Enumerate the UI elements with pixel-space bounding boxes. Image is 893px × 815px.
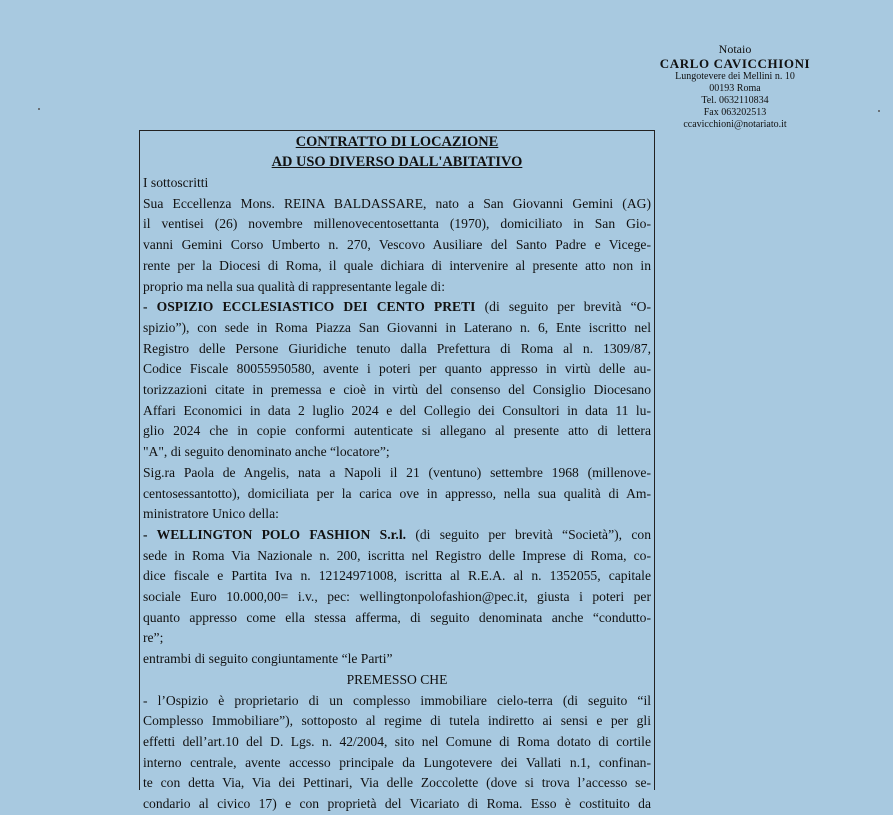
- notary-email: ccavicchioni@notariato.it: [683, 118, 787, 130]
- text-line: [143, 256, 651, 277]
- line-text: sociale Euro 10.000,00= i.v., pec: wellingtonpolofashion@pec.it, giusta i poteri per: [143, 589, 651, 605]
- party-name: - WELLINGTON POLO FASHION S.r.l.: [143, 526, 406, 542]
- line-text: proprio ma nella sua qualità di rappresentante legale di:: [143, 278, 445, 294]
- scan-speck: [878, 110, 880, 112]
- text-line: [143, 773, 651, 794]
- text-line: [143, 628, 651, 649]
- line-text: il ventisei (26) novembre millenovecentosettanta (1970), domiciliato in San Gio-: [143, 216, 651, 232]
- line-text: centosessantotto), domiciliata per la carica ove in appresso, nella sua qualità di Am-: [143, 485, 651, 501]
- text-line: [143, 277, 651, 298]
- line-text: vanni Gemini Corso Umberto n. 270, Vescovo Ausiliare del Santo Padre e Vicege-: [143, 237, 651, 253]
- text-line: [143, 608, 651, 629]
- contract-title-line-2: AD USO DIVERSO DALL'ABITATIVO: [271, 154, 523, 170]
- line-text: torizzazioni citate in premessa e cioè in virtù del consenso del Consiglio Diocesano: [143, 382, 651, 398]
- line-text: sede in Roma Via Nazionale n. 200, iscritta nel Registro delle Imprese di Roma, co-: [143, 547, 651, 563]
- line-text: - l’Ospizio è proprietario di un complesso immobiliare cielo-terra (di seguito “il: [143, 692, 651, 708]
- text-line: [143, 504, 651, 525]
- line-text: quanto appresso come ella stessa afferma, di seguito denominata anche “condutto-: [143, 609, 651, 625]
- line-text: rente per la Diocesi di Roma, il quale dichiara di intervenire al presente atto non in: [143, 257, 651, 273]
- line-text: Sig.ra Paola de Angelis, nata a Napoli il 21 (ventuno) settembre 1968 (millenove-: [143, 464, 651, 480]
- line-text: "A", di seguito denominato anche “locatore”;: [143, 444, 390, 460]
- text-line: [143, 297, 651, 318]
- line-text: te con detta Via, Via dei Pettinari, Via delle Zoccolette (dove si trova l’accesso se-: [143, 775, 651, 791]
- text-line: [143, 587, 651, 608]
- notary-name: CARLO CAVICCHIONI: [659, 56, 811, 72]
- notary-title: Notaio: [718, 42, 752, 56]
- notary-fax: Fax 063202513: [703, 106, 767, 118]
- text-line: [143, 442, 651, 463]
- text-line: [143, 525, 651, 546]
- line-text: dice fiscale e Partita Iva n. 12124971008, iscritta al R.E.A. al n. 1352055, capitale: [143, 568, 651, 584]
- text-line: [143, 214, 651, 235]
- line-text: (di seguito per brevità “Società”), con: [406, 526, 651, 542]
- line-text: Codice Fiscale 80055950580, avente i poteri per quanto appresso in virtù delle au-: [143, 361, 651, 377]
- text-line: [143, 753, 651, 774]
- text-line: [143, 421, 651, 442]
- text-line: [143, 359, 651, 380]
- line-text: Complesso Immobiliare”), sottoposto al regime di tutela indiretto ai sensi e per gli: [143, 713, 651, 729]
- line-text: glio 2024 che in copie conformi autenticate si allegano al presente atto di lettera: [143, 423, 651, 439]
- text-line: [143, 566, 651, 587]
- text-line: [143, 194, 651, 215]
- notary-letterhead: [640, 42, 830, 130]
- line-text: re”;: [143, 630, 164, 646]
- party-name: - OSPIZIO ECCLESIASTICO DEI CENTO PRETI: [143, 299, 476, 315]
- line-text: I sottoscritti: [143, 175, 209, 190]
- notary-city: 00193 Roma: [709, 83, 761, 95]
- line-text: ministratore Unico della:: [143, 506, 279, 522]
- text-line: [143, 380, 651, 401]
- notary-address: Lungotevere dei Mellini n. 10: [675, 71, 795, 83]
- line-text: Sua Eccellenza Mons. REINA BALDASSARE, nato a San Giovanni Gemini (AG): [143, 195, 651, 211]
- text-line: [143, 484, 651, 505]
- line-text: spizio”), con sede in Roma Piazza San Giovanni in Laterano n. 6, Ente iscritto nel: [143, 319, 651, 335]
- line-text: PREMESSO CHE: [346, 671, 448, 687]
- text-line: [143, 339, 651, 360]
- text-line: [143, 546, 651, 567]
- line-text: Registro delle Persone Giuridiche tenuto dalla Prefettura di Roma al n. 1309/87,: [143, 340, 651, 356]
- text-line: [143, 794, 651, 815]
- line-text: (di seguito per brevità “O-: [475, 299, 651, 315]
- contract-title-line-1: CONTRATTO DI LOCAZIONE: [295, 134, 499, 150]
- contract-body: [143, 133, 651, 815]
- text-line: [143, 711, 651, 732]
- line-text: condario al civico 17) e con proprietà del Vicariato di Roma. Esso è costituito da: [143, 796, 651, 812]
- text-line: [143, 691, 651, 712]
- line-text: Affari Economici in data 2 luglio 2024 e del Collegio dei Consultori in data 11 lu-: [143, 402, 651, 418]
- text-line: [143, 649, 651, 670]
- text-line: [143, 463, 651, 484]
- notary-phone: Tel. 0632110834: [701, 95, 769, 107]
- contract-text: [143, 173, 651, 815]
- text-line: [143, 670, 651, 691]
- line-text: effetti dell’art.10 del D. Lgs. n. 42/2004, sito nel Comune di Roma dotato di cortile: [143, 733, 651, 749]
- line-text: interno centrale, avente accesso principale da Lungotevere dei Vallati n.1, confinan-: [143, 754, 651, 770]
- scan-speck: [38, 108, 40, 110]
- text-line: [143, 173, 651, 194]
- line-text: entrambi di seguito congiuntamente “le Parti”: [143, 651, 393, 667]
- text-line: [143, 318, 651, 339]
- text-line: [143, 732, 651, 753]
- text-line: [143, 235, 651, 256]
- text-line: [143, 401, 651, 422]
